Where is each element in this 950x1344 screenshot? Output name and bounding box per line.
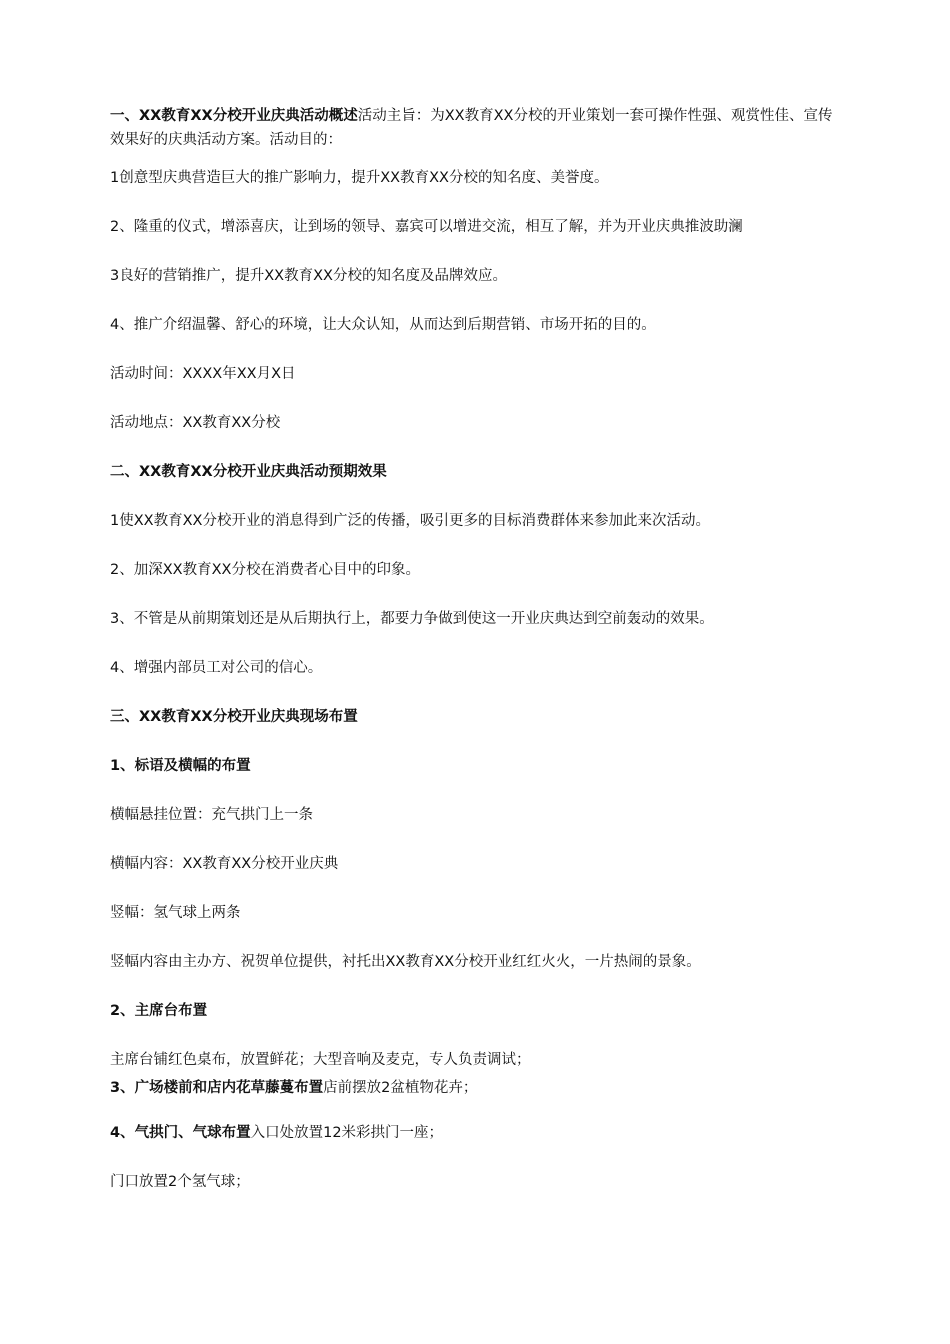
sub4-text: 入口处放置12米彩拱门一座；: [250, 1125, 444, 1141]
activity-time: 活动时间：XXXX年XX月X日: [110, 366, 296, 382]
section1-paragraph: [110, 104, 840, 152]
section1-item-2: 2、隆重的仪式，增添喜庆，让到场的领导、嘉宾可以增进交流，相互了解，并为开业庆典推波助澜: [110, 219, 743, 235]
sub3-text: 店前摆放2盆植物花卉；: [323, 1080, 478, 1096]
sub4-paragraph: [110, 1121, 840, 1145]
section1-intro: 活动主旨：为XX教育XX分校的开业策划一套可操作性强、观赏性佳、宣传效果好的庆典活动方案。活动目的：: [110, 108, 833, 148]
section1-item-4: 4、推广介绍温馨、舒心的环境，让大众认知，从而达到后期营销、市场开拓的目的。: [110, 317, 656, 333]
sub3-paragraph: [110, 1076, 840, 1100]
sub1-heading: 1、标语及横幅的布置: [110, 758, 251, 774]
banner-position: 横幅悬挂位置：充气拱门上一条: [110, 807, 313, 823]
banner-content: 横幅内容：XX教育XX分校开业庆典: [110, 856, 339, 872]
section2-item-1: 1使XX教育XX分校开业的消息得到广泛的传播，吸引更多的目标消费群体来参加此来次活动。: [110, 513, 710, 529]
activity-place: 活动地点：XX教育XX分校: [110, 415, 281, 431]
section2-heading: 二、XX教育XX分校开业庆典活动预期效果: [110, 464, 387, 480]
sub2-heading: 2、主席台布置: [110, 1003, 208, 1019]
section2-item-4: 4、增强内部员工对公司的信心。: [110, 660, 323, 676]
sub4-extra: 门口放置2个氢气球；: [110, 1174, 250, 1190]
section1-heading: 一、XX教育XX分校开业庆典活动概述: [110, 108, 358, 124]
vertical-banner: 竖幅：氢气球上两条: [110, 905, 241, 921]
sub4-heading: 4、气拱门、气球布置: [110, 1125, 251, 1141]
section2-item-2: 2、加深XX教育XX分校在消费者心目中的印象。: [110, 562, 420, 578]
sub3-heading: 3、广场楼前和店内花草藤蔓布置: [110, 1080, 324, 1096]
rostrum-layout: 主席台铺红色桌布，放置鲜花；大型音响及麦克，专人负责调试；: [110, 1052, 531, 1068]
section1-item-1: 1创意型庆典营造巨大的推广影响力，提升XX教育XX分校的知名度、美誉度。: [110, 170, 609, 186]
vertical-banner-content: 竖幅内容由主办方、祝贺单位提供，衬托出XX教育XX分校开业红红火火，一片热闹的景象。: [110, 954, 701, 970]
section2-item-3: 3、不管是从前期策划还是从后期执行上，都要力争做到使这一开业庆典达到空前轰动的效果。: [110, 611, 714, 627]
section1-item-3: 3良好的营销推广，提升XX教育XX分校的知名度及品牌效应。: [110, 268, 507, 284]
section3-heading: 三、XX教育XX分校开业庆典现场布置: [110, 709, 358, 725]
